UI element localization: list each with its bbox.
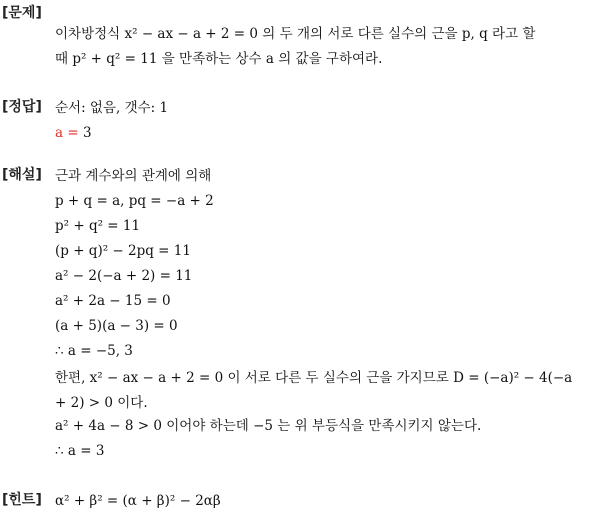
hint-content bbox=[55, 491, 585, 516]
answer-content bbox=[55, 98, 585, 148]
solution-line: ∴ a = 3 bbox=[55, 443, 105, 459]
solution-content bbox=[55, 166, 585, 466]
solution-line: p² + q² = 11 bbox=[55, 218, 141, 234]
solution-line: p + q = a, pq = −a + 2 bbox=[55, 193, 214, 209]
problem-content bbox=[55, 24, 585, 74]
problem-label: [문제] bbox=[2, 5, 42, 21]
solution-line: a² − 2(−a + 2) = 11 bbox=[55, 268, 193, 284]
answer-order-line: 순서: 없음, 갯수: 1 bbox=[55, 100, 169, 116]
answer-variable: a = bbox=[55, 125, 79, 141]
problem-line: 이차방정식 x² − ax − a + 2 = 0 의 두 개의 서로 다른 실수의 근을 p, q 라고 할 bbox=[55, 26, 536, 42]
solution-line: (a + 5)(a − 3) = 0 bbox=[55, 318, 178, 334]
hint-formula: α² + β² = (α + β)² − 2αβ bbox=[55, 493, 221, 509]
solution-line: (p + q)² − 2pq = 11 bbox=[55, 243, 191, 259]
answer-value-line bbox=[55, 123, 585, 148]
solution-line: 한편, x² − ax − a + 2 = 0 이 서로 다른 두 실수의 근을 가지므로 D = (−a)² − 4(−a + 2) > 0 이다. bbox=[55, 370, 573, 411]
solution-line: 근과 계수와의 관계에 의해 bbox=[55, 168, 212, 184]
problem-line: 때 p² + q² = 11 을 만족하는 상수 a 의 값을 구하여라. bbox=[55, 51, 383, 67]
solution-line: a² + 4a − 8 > 0 이어야 하는데 −5 는 위 부등식을 만족시키지 않는다. bbox=[55, 418, 482, 434]
solution-line: a² + 2a − 15 = 0 bbox=[55, 293, 171, 309]
hint-label: [힌트] bbox=[2, 492, 42, 508]
answer-label: [정답] bbox=[2, 99, 42, 115]
solution-label: [해설] bbox=[2, 167, 42, 183]
answer-value: 3 bbox=[82, 125, 92, 141]
solution-line: ∴ a = −5, 3 bbox=[55, 343, 133, 359]
